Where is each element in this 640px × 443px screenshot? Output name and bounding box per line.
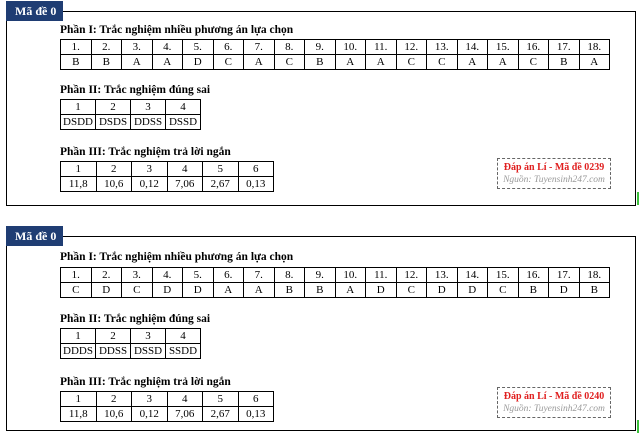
answer-cell: B [61,55,92,70]
question-cell: 7. [244,40,275,55]
part2-answer-row [61,344,201,359]
part3-answer-row [61,177,274,192]
part2-answer-row [61,115,201,130]
answer-cell: 11,8 [61,177,97,192]
answer-cell: D [427,283,458,298]
question-cell: 1. [61,40,92,55]
answer-cell: D [152,283,183,298]
answer-cell: A [488,55,519,70]
part1-answer-row [61,283,610,298]
question-cell: 15. [488,268,519,283]
question-cell: 17. [549,268,580,283]
answer-cell: B [549,55,580,70]
question-cell: 4. [152,40,183,55]
question-cell: 14. [457,40,488,55]
answer-cell: D [91,283,122,298]
question-cell: 4 [167,392,203,407]
answer-cell: B [579,283,610,298]
question-cell: 3 [131,100,166,115]
answer-cell: 2,67 [203,407,239,422]
question-cell: 15. [488,40,519,55]
answer-cell: A [244,55,275,70]
answer-key-stamp [497,387,611,418]
answer-key-stamp [497,158,611,189]
answer-cell: A [122,55,153,70]
part2-heading: Phần II: Trắc nghiệm đúng sai [60,84,211,96]
question-cell: 9. [305,40,336,55]
answer-cell: C [61,283,92,298]
question-cell: 18. [579,40,610,55]
question-cell: 12. [396,40,427,55]
question-cell: 5. [183,268,214,283]
part1-heading: Phần I: Trắc nghiệm nhiều phương án lựa chọn [60,24,294,36]
part3-heading: Phần III: Trắc nghiệm trả lời ngắn [60,146,231,158]
question-cell: 13. [427,268,458,283]
question-cell: 3. [122,40,153,55]
answer-cell: A [335,283,366,298]
answer-key-card-0240 [6,229,636,431]
answer-cell: D [183,283,214,298]
answer-cell: B [274,283,305,298]
part2-question-row [61,329,201,344]
answer-cell: B [91,55,122,70]
part2-table [60,99,201,130]
question-cell: 5 [203,392,239,407]
question-cell: 2. [91,40,122,55]
answer-cell: 0,12 [132,407,168,422]
answer-cell: C [396,283,427,298]
answer-cell: A [579,55,610,70]
question-cell: 1 [61,100,96,115]
part2-question-row [61,100,201,115]
question-cell: 14. [457,268,488,283]
question-cell: 10. [335,40,366,55]
answer-cell: A [152,55,183,70]
answer-cell: A [335,55,366,70]
question-cell: 3 [132,162,168,177]
answer-cell: DDSS [131,115,166,130]
answer-cell: 2,67 [203,177,239,192]
answer-cell: 0,13 [238,177,274,192]
question-cell: 12. [396,268,427,283]
question-cell: 9. [305,268,336,283]
answer-cell: DSDS [96,115,131,130]
stamp-title: Đáp án Lí - Mã đề 0239 [503,162,605,173]
question-cell: 1 [61,392,97,407]
question-cell: 18. [579,268,610,283]
question-cell: 10. [335,268,366,283]
answer-cell: 0,12 [132,177,168,192]
answer-cell: 7,06 [167,177,203,192]
part1-table [60,267,610,298]
question-cell: 3 [132,392,168,407]
question-cell: 16. [518,40,549,55]
answer-cell: DDSS [96,344,131,359]
question-cell: 8. [274,40,305,55]
part3-table [60,161,274,192]
question-cell: 4 [167,162,203,177]
question-cell: 3 [131,329,166,344]
part3-question-row [61,392,274,407]
answer-cell: D [549,283,580,298]
answer-cell: D [457,283,488,298]
question-cell: 2. [91,268,122,283]
question-cell: 4 [166,329,201,344]
part2-table [60,328,201,359]
accent-mark [637,420,639,433]
answer-cell: 7,06 [167,407,203,422]
part1-question-row [61,40,610,55]
question-cell: 2 [96,392,132,407]
question-cell: 13. [427,40,458,55]
answer-cell: C [518,55,549,70]
answer-cell: D [183,55,214,70]
part1-table [60,39,610,70]
question-cell: 3. [122,268,153,283]
part3-table [60,391,274,422]
answer-cell: C [427,55,458,70]
question-cell: 2 [96,100,131,115]
answer-cell: 0,13 [238,407,274,422]
answer-cell: C [488,283,519,298]
question-cell: 1 [61,329,96,344]
question-cell: 17. [549,40,580,55]
question-cell: 1. [61,268,92,283]
answer-cell: C [122,283,153,298]
exam-code-tag: Mã đề 0 [6,226,63,246]
question-cell: 8. [274,268,305,283]
question-cell: 5 [203,162,239,177]
question-cell: 6. [213,268,244,283]
answer-cell: DDDS [61,344,96,359]
answer-cell: 11,8 [61,407,97,422]
answer-cell: D [366,283,397,298]
question-cell: 2 [96,329,131,344]
part1-question-row [61,268,610,283]
part3-question-row [61,162,274,177]
part3-heading: Phần III: Trắc nghiệm trả lời ngắn [60,376,231,388]
answer-cell: SSDD [166,344,201,359]
answer-cell: C [396,55,427,70]
answer-cell: A [213,283,244,298]
question-cell: 4 [166,100,201,115]
answer-key-card-0239 [6,4,636,206]
answer-cell: C [213,55,244,70]
part2-heading: Phần II: Trắc nghiệm đúng sai [60,313,211,325]
part1-heading: Phần I: Trắc nghiệm nhiều phương án lựa chọn [60,251,294,263]
question-cell: 11. [366,40,397,55]
stamp-title: Đáp án Lí - Mã đề 0240 [503,391,605,402]
question-cell: 7. [244,268,275,283]
part1-answer-row [61,55,610,70]
question-cell: 4. [152,268,183,283]
part3-answer-row [61,407,274,422]
stamp-source: Nguồn: Tuyensinh247.com [503,404,605,414]
question-cell: 2 [96,162,132,177]
question-cell: 11. [366,268,397,283]
question-cell: 6 [238,392,274,407]
answer-cell: B [305,55,336,70]
answer-cell: B [518,283,549,298]
answer-cell: DSSD [166,115,201,130]
answer-cell: C [274,55,305,70]
exam-code-tag: Mã đề 0 [6,1,63,21]
answer-cell: A [244,283,275,298]
accent-mark [637,192,639,205]
answer-cell: DSSD [131,344,166,359]
question-cell: 16. [518,268,549,283]
answer-cell: A [457,55,488,70]
stamp-source: Nguồn: Tuyensinh247.com [503,175,605,185]
question-cell: 6. [213,40,244,55]
question-cell: 5. [183,40,214,55]
question-cell: 6 [238,162,274,177]
answer-cell: B [305,283,336,298]
question-cell: 1 [61,162,97,177]
answer-cell: 10,6 [96,177,132,192]
answer-cell: 10,6 [96,407,132,422]
answer-cell: DSDD [61,115,96,130]
answer-cell: A [366,55,397,70]
